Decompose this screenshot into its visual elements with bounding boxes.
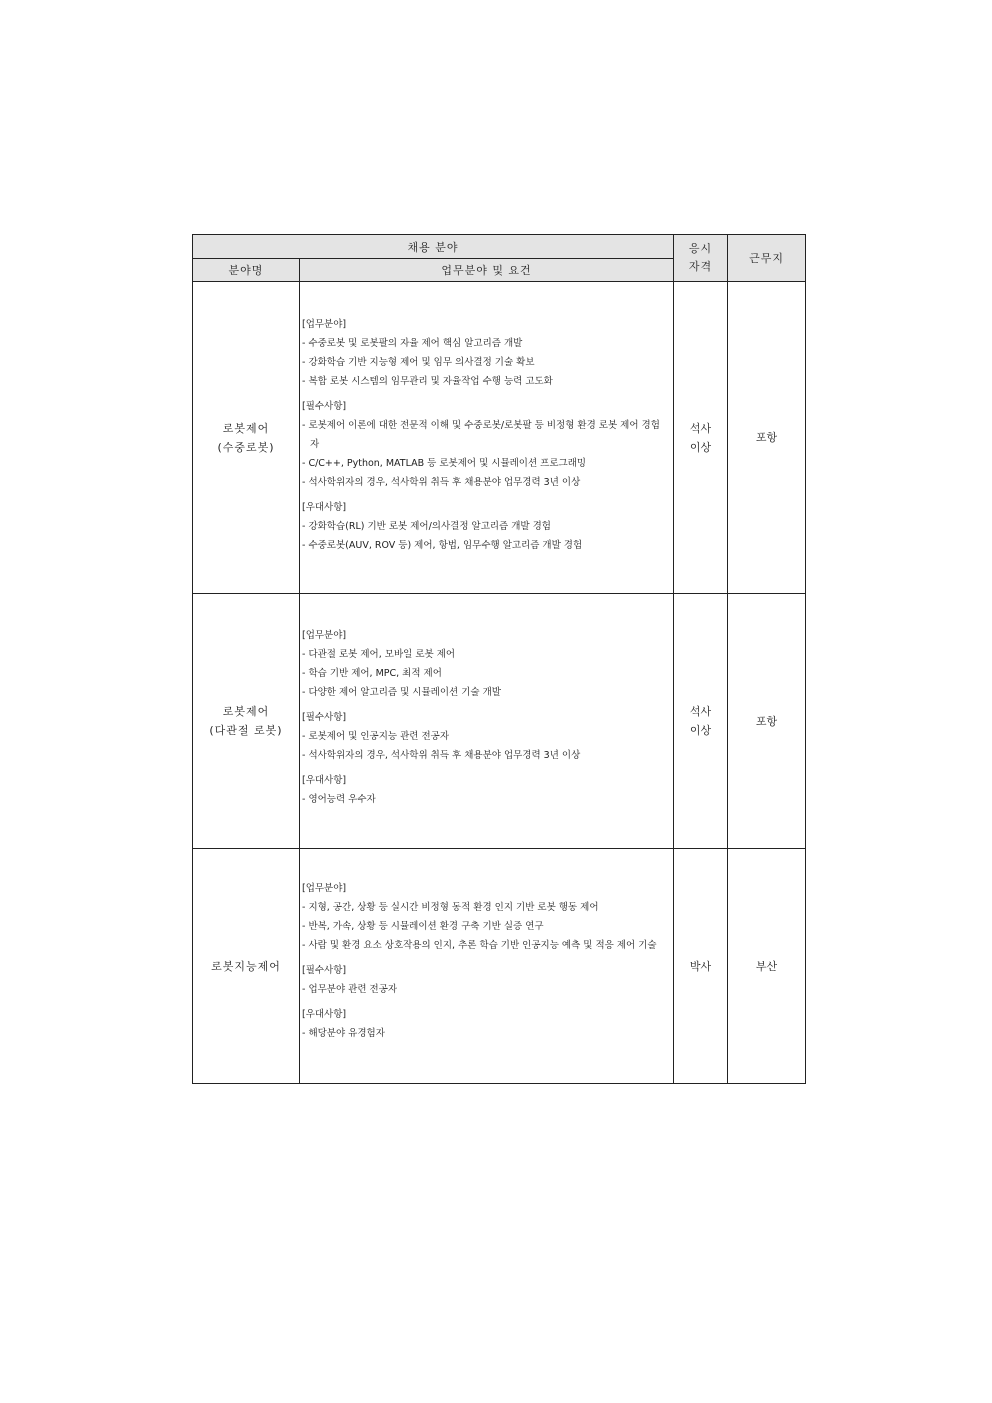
header-location: 근무지 — [728, 235, 806, 282]
list-item: - 반복, 가속, 상황 등 시뮬레이션 환경 구축 기반 실증 연구 — [302, 921, 544, 932]
duties-cell — [300, 594, 674, 849]
table-row — [193, 282, 806, 594]
field-name-line: (수중로봇) — [217, 440, 275, 454]
list-item: - 로봇제어 및 인공지능 관련 전공자 — [302, 731, 450, 742]
requirements-section — [302, 961, 667, 999]
header-qualification-label: 응시 자격 — [688, 242, 713, 273]
recruitment-table — [192, 234, 806, 1084]
list-item: - 다관절 로봇 제어, 모바일 로봇 제어 — [302, 649, 456, 660]
duties-cell — [300, 282, 674, 594]
section-title: [업무분야] — [302, 630, 347, 641]
list-item: - 영어능력 우수자 — [302, 794, 376, 805]
list-item: - 업무분야 관련 전공자 — [302, 984, 398, 995]
list-item: - 복합 로봇 시스템의 임무관리 및 자율작업 수행 능력 고도화 — [302, 376, 553, 387]
list-item: - 지형, 공간, 상황 등 실시간 비정형 동적 환경 인지 기반 로봇 행동 제어 — [302, 902, 599, 913]
section-title: [업무분야] — [302, 319, 347, 330]
qualification-cell — [674, 849, 728, 1084]
field-name-line: 로봇제어 — [222, 705, 270, 718]
duties-section — [302, 315, 667, 391]
preferences-section — [302, 771, 667, 809]
requirements-section — [302, 397, 667, 492]
requirements-section — [302, 708, 667, 765]
section-title: [필수사항] — [302, 401, 347, 412]
field-name-cell — [193, 849, 300, 1084]
preferences-section — [302, 498, 667, 555]
qualification-line: 석사 — [689, 705, 712, 718]
qualification-line: 박사 — [689, 959, 712, 973]
table-row — [193, 849, 806, 1084]
section-title: [우대사항] — [302, 502, 347, 513]
list-item: - 강화학습(RL) 기반 로봇 제어/의사결정 알고리즘 개발 경험 — [302, 521, 551, 532]
field-name-line: (다관절 로봇) — [209, 724, 283, 737]
list-item: - 로봇제어 이론에 대한 전문적 이해 및 수중로봇/로봇팔 등 비정형 환경 로봇 제어 경험자 — [302, 420, 660, 450]
field-name-cell — [193, 594, 300, 849]
list-item: - 수중로봇 및 로봇팔의 자율 제어 핵심 알고리즘 개발 — [302, 338, 523, 349]
qualification-line: 이상 — [689, 724, 712, 737]
table-row — [193, 594, 806, 849]
header-recruit-field: 채용 분야 — [193, 235, 674, 259]
field-name-line: 로봇지능제어 — [211, 959, 281, 973]
list-item: - C/C++, Python, MATLAB 등 로봇제어 및 시뮬레이션 프로그래밍 — [302, 458, 587, 469]
duties-section — [302, 626, 667, 702]
section-title: [업무분야] — [302, 883, 347, 894]
list-item: - 석사학위자의 경우, 석사학위 취득 후 채용분야 업무경력 3년 이상 — [302, 477, 581, 488]
list-item: - 석사학위자의 경우, 석사학위 취득 후 채용분야 업무경력 3년 이상 — [302, 750, 581, 761]
list-item: - 해당분야 유경험자 — [302, 1028, 385, 1039]
field-name-line: 로봇제어 — [222, 421, 270, 435]
location-cell: 포항 — [728, 282, 806, 594]
section-title: [필수사항] — [302, 965, 347, 976]
list-item: - 학습 기반 제어, MPC, 최적 제어 — [302, 668, 442, 679]
duties-cell — [300, 849, 674, 1084]
header-field-name: 분야명 — [193, 259, 300, 282]
location-cell: 부산 — [728, 849, 806, 1084]
duties-section — [302, 879, 667, 955]
section-title: [우대사항] — [302, 1009, 347, 1020]
qualification-cell — [674, 594, 728, 849]
list-item: - 강화학습 기반 지능형 제어 및 임무 의사결정 기술 확보 — [302, 357, 535, 368]
section-title: [우대사항] — [302, 775, 347, 786]
qualification-line: 석사 — [689, 421, 712, 435]
field-name-cell — [193, 282, 300, 594]
list-item: - 사람 및 환경 요소 상호작용의 인지, 추론 학습 기반 인공지능 예측 및 적응 제어 기술 — [302, 940, 657, 951]
location-cell: 포항 — [728, 594, 806, 849]
preferences-section — [302, 1005, 667, 1043]
list-item: - 수중로봇(AUV, ROV 등) 제어, 항법, 임무수행 알고리즘 개발 경험 — [302, 540, 583, 551]
qualification-cell — [674, 282, 728, 594]
section-title: [필수사항] — [302, 712, 347, 723]
qualification-line: 이상 — [689, 440, 712, 454]
list-item: - 다양한 제어 알고리즘 및 시뮬레이션 기술 개발 — [302, 687, 501, 698]
header-qualification — [674, 235, 728, 282]
header-duties: 업무분야 및 요건 — [300, 259, 674, 282]
